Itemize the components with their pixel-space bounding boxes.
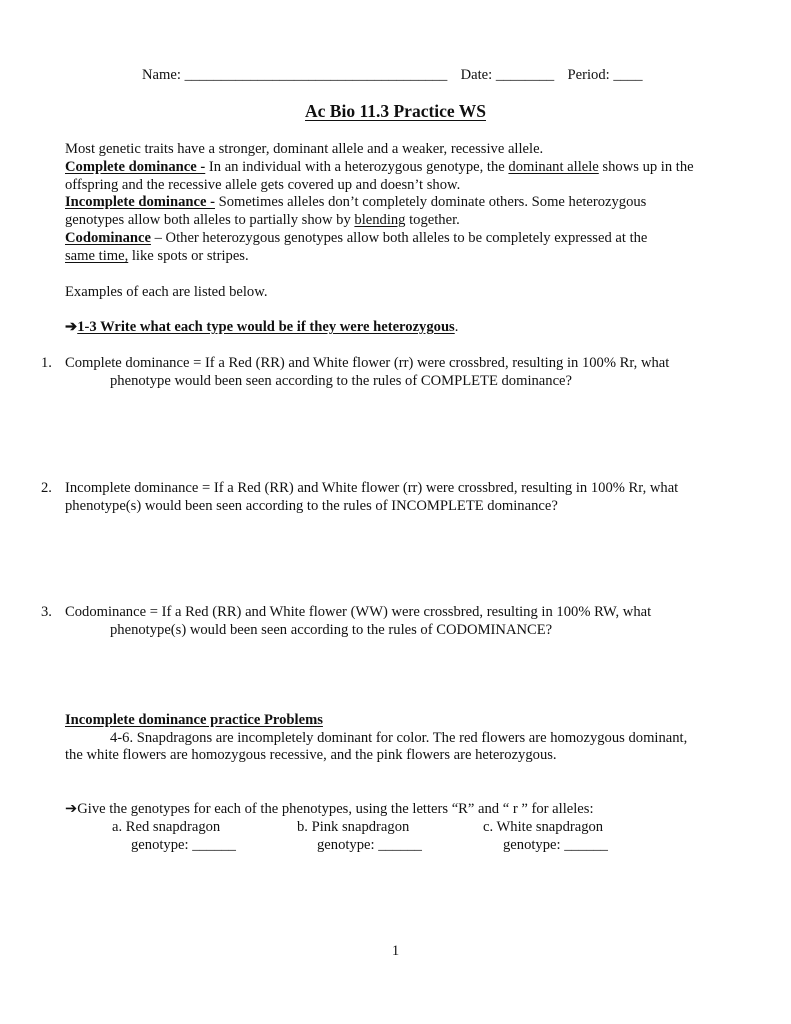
incomplete-dominance-line-2: [65, 211, 460, 229]
item-c-genotype[interactable]: genotype: ______: [503, 837, 608, 853]
incomplete-dominance-definition: [65, 193, 646, 211]
incomplete-line2-end: together.: [405, 212, 460, 228]
item-a-label: a. Red snapdragon: [112, 819, 221, 835]
dominant-allele-underlined: dominant allele: [508, 159, 599, 175]
question-2-number: 2.: [41, 480, 52, 496]
codominance-line2-end: like spots or stripes.: [128, 248, 249, 264]
complete-dominance-line-2: offspring and the recessive allele gets covered up and doesn’t show.: [65, 177, 461, 193]
item-a-genotype[interactable]: genotype: ______: [131, 837, 236, 853]
period-label: Period:: [567, 67, 610, 83]
intro-line-1: Most genetic traits have a stronger, dominant allele and a weaker, recessive allele.: [65, 141, 544, 157]
codominance-term: Codominance: [65, 230, 151, 246]
question-1-number: 1.: [41, 355, 52, 371]
name-blank[interactable]: ____________________________________: [184, 67, 448, 83]
codominance-text: – Other heterozygous genotypes allow both alleles to be completely expressed at the: [150, 230, 648, 246]
examples-line: Examples of each are listed below.: [65, 284, 268, 300]
page-number: 1: [391, 943, 400, 959]
question-1-line-1: Complete dominance = If a Red (RR) and White flower (rr) were crossbred, resulting in 100% Rr, what: [65, 355, 670, 371]
blending-underlined: blending: [354, 212, 406, 228]
page-title: Ac Bio 11.3 Practice WS: [305, 101, 486, 121]
practice-line-2: the white flowers are homozygous recessive, and the pink flowers are heterozygous.: [65, 747, 557, 763]
question-1-line-2: phenotype would been seen according to the rules of COMPLETE dominance?: [110, 373, 573, 389]
period-blank[interactable]: ____: [613, 67, 643, 83]
incomplete-line2-text: genotypes allow both alleles to partially show by: [65, 212, 355, 228]
instruction-text: 1-3 Write what each type would be if they were heterozygous: [77, 319, 455, 335]
instruction-period: .: [454, 319, 459, 335]
incomplete-dominance-text: Sometimes alleles don’t completely dominate others. Some heterozygous: [214, 194, 647, 210]
same-time-underlined: same time,: [65, 248, 129, 264]
date-blank[interactable]: ________: [495, 67, 555, 83]
complete-dominance-term: Complete dominance -: [65, 159, 206, 175]
date-label: Date:: [460, 67, 493, 83]
question-3-line-2: phenotype(s) would been seen according to the rules of CODOMINANCE?: [110, 622, 553, 638]
header-line: [142, 66, 643, 84]
instruction-1-3: [65, 318, 458, 336]
practice-prompt: [65, 800, 594, 818]
practice-line-1: 4-6. Snapdragons are incompletely dominant for color. The red flowers are homozygous dominant,: [110, 730, 688, 746]
item-c-label: c. White snapdragon: [483, 819, 604, 835]
practice-prompt-text: Give the genotypes for each of the phenotypes, using the letters “R” and “ r ” for alleles:: [77, 801, 594, 817]
name-label: Name:: [142, 67, 181, 83]
complete-dominance-definition: [65, 158, 694, 176]
arrow-right-icon: ➔: [65, 319, 78, 335]
question-2-line-2: phenotype(s) would been seen according to the rules of INCOMPLETE dominance?: [65, 498, 558, 514]
practice-heading: Incomplete dominance practice Problems: [65, 712, 323, 728]
item-b-genotype[interactable]: genotype: ______: [317, 837, 422, 853]
complete-dominance-text: In an individual with a heterozygous genotype, the: [205, 159, 509, 175]
question-3-line-1: Codominance = If a Red (RR) and White flower (WW) were crossbred, resulting in 100% RW, what: [65, 604, 652, 620]
question-2-line-1: Incomplete dominance = If a Red (RR) and White flower (rr) were crossbred, resulting in 100% Rr, what: [65, 480, 679, 496]
incomplete-dominance-term: Incomplete dominance -: [65, 194, 215, 210]
question-3-number: 3.: [41, 604, 52, 620]
codominance-definition: [65, 229, 647, 247]
complete-dominance-text-end: shows up in the: [598, 159, 694, 175]
codominance-line-2: [65, 247, 249, 265]
item-b-label: b. Pink snapdragon: [297, 819, 410, 835]
arrow-right-icon: ➔: [65, 801, 78, 817]
